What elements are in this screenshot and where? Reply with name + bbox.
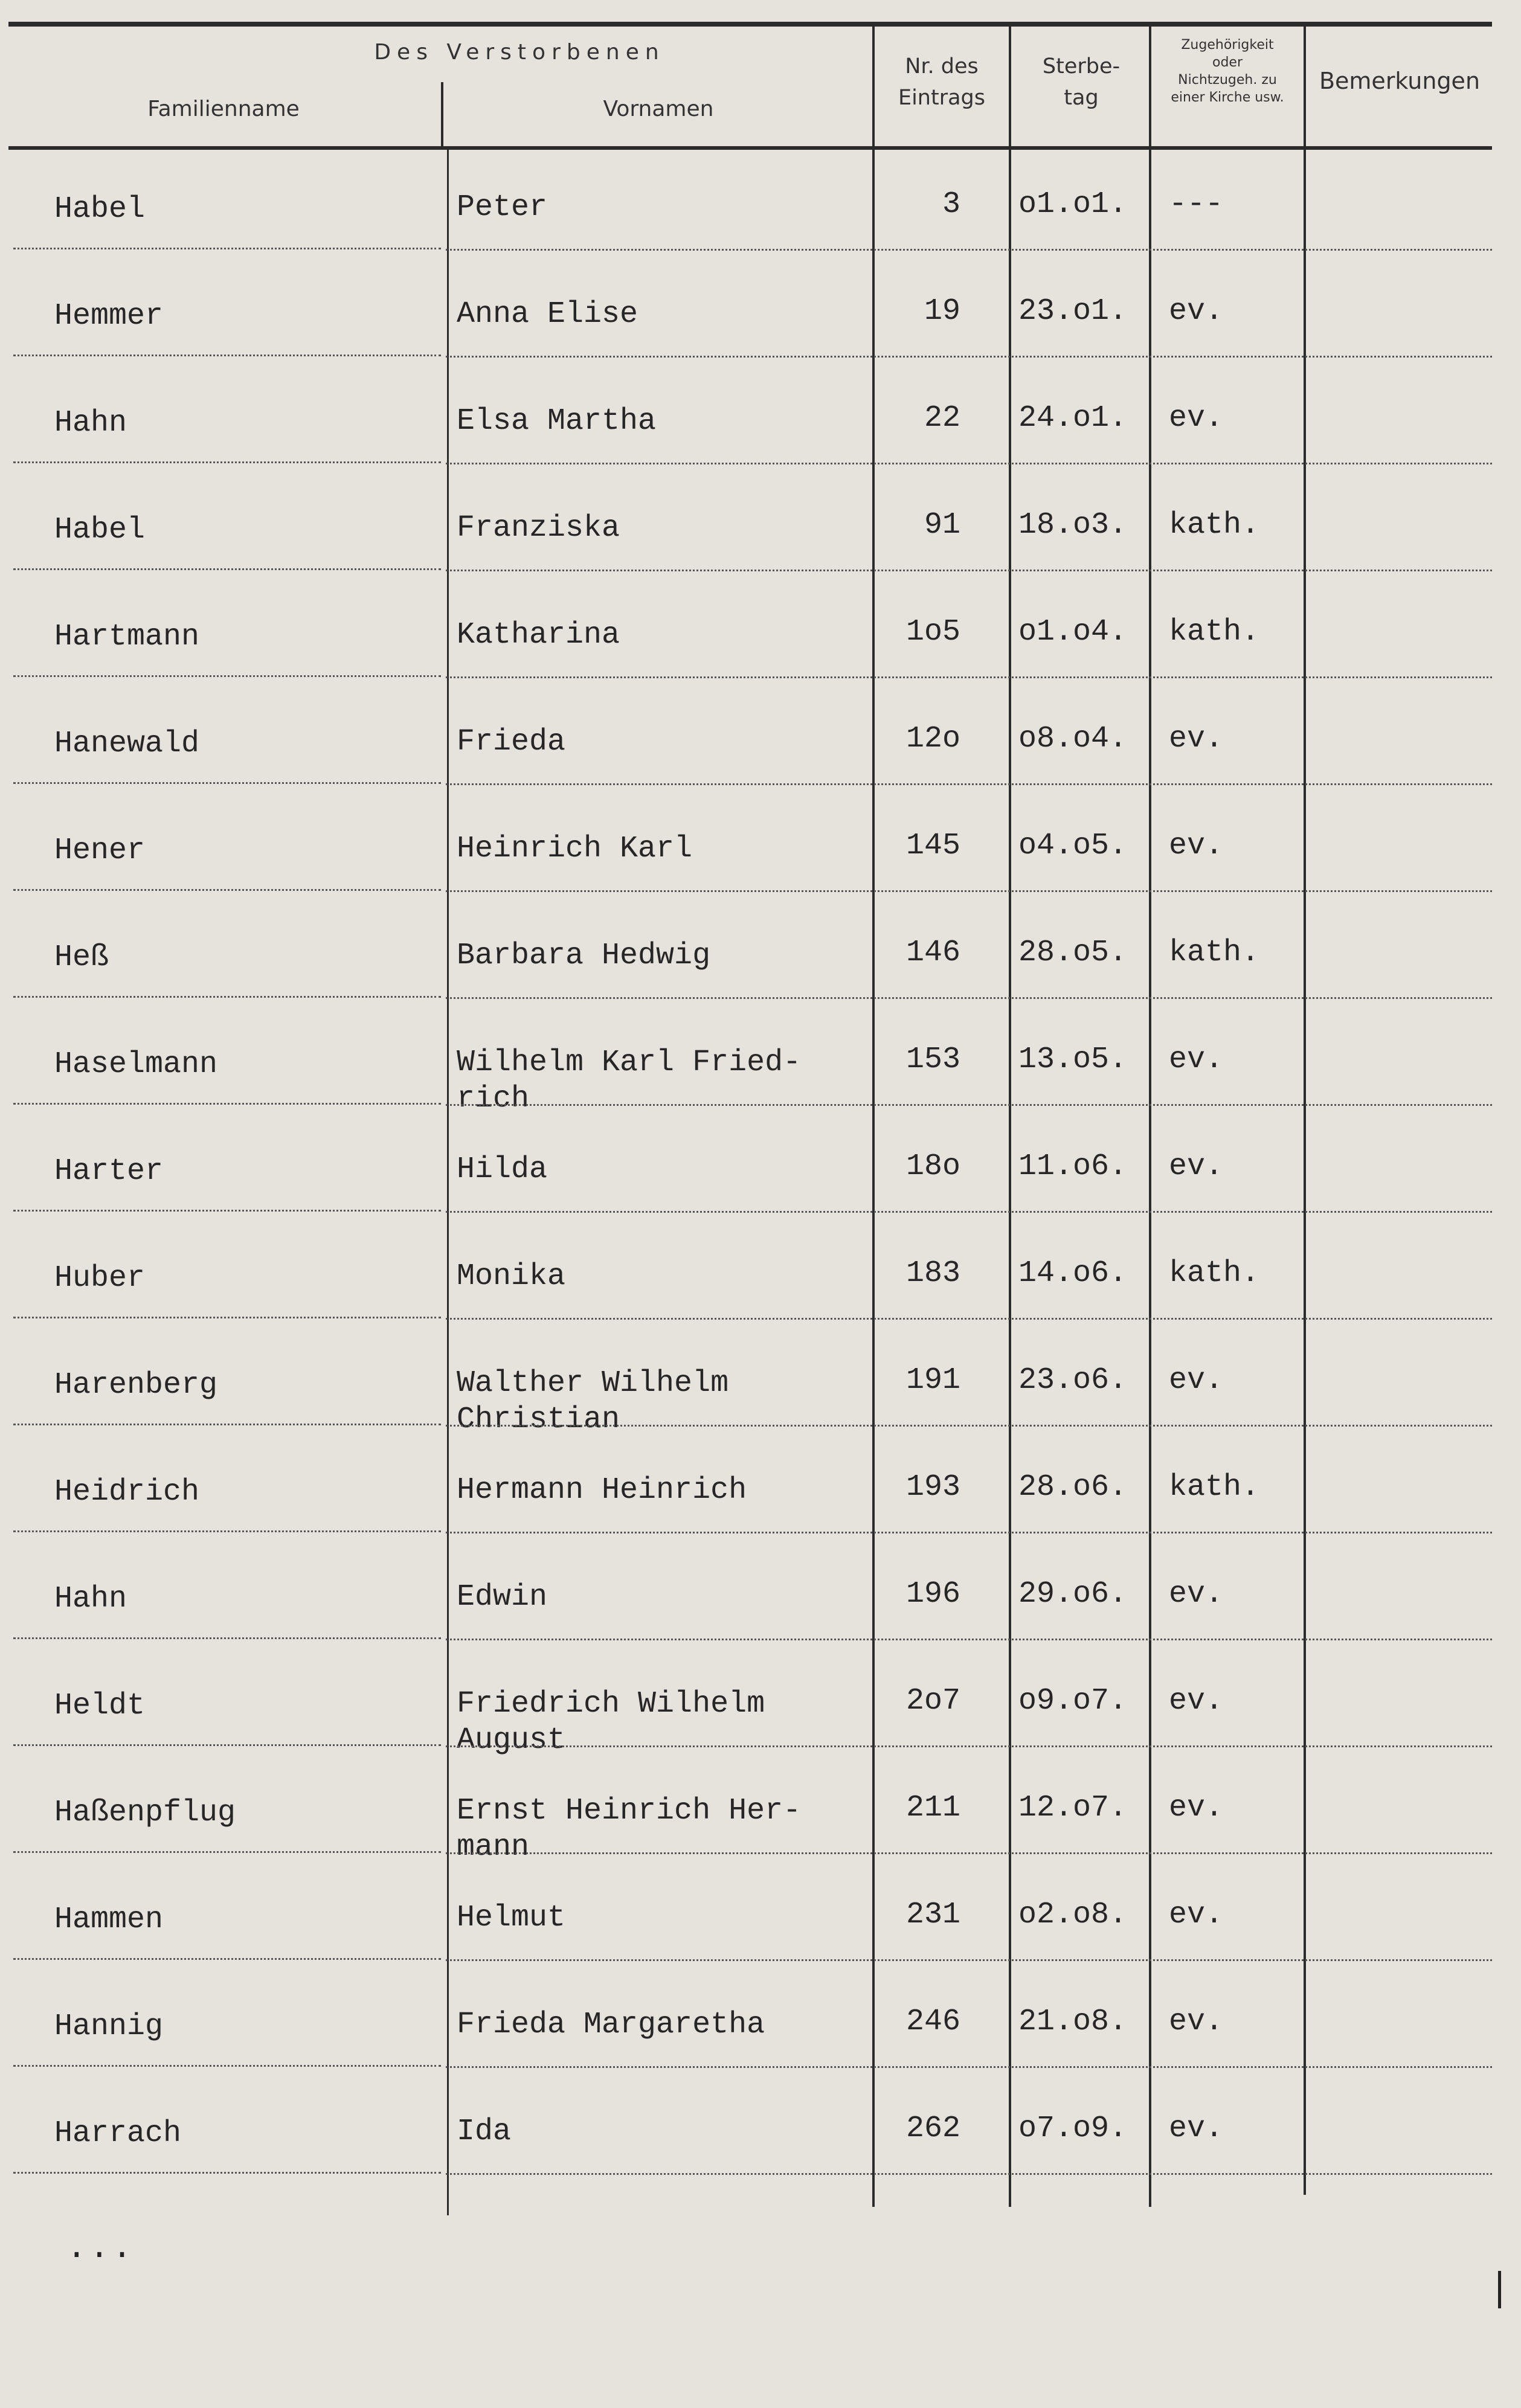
cell-sterbetag: 14.o6. xyxy=(1018,1256,1128,1291)
header-nr-line1: Nr. des xyxy=(905,54,979,79)
cell-sterbetag: 12.o7. xyxy=(1018,1791,1128,1825)
cell-kirche: kath. xyxy=(1169,508,1260,542)
cell-nr: 246 xyxy=(905,2005,960,2039)
cell-sterbetag: o8.o4. xyxy=(1018,722,1128,756)
cell-kirche: --- xyxy=(1169,187,1224,222)
row-dotted-line xyxy=(13,355,441,356)
cell-kirche: ev. xyxy=(1169,294,1224,329)
cell-familienname: Hammen xyxy=(54,1902,164,1937)
cell-kirche: ev. xyxy=(1169,1577,1224,1611)
continuation-ellipsis: ... xyxy=(66,2229,135,2267)
row-dotted-line xyxy=(13,1103,441,1105)
row-dotted-line xyxy=(446,1211,1492,1213)
cell-vornamen: Monika xyxy=(457,1259,566,1294)
cell-vornamen: Edwin xyxy=(457,1580,548,1614)
row-dotted-line xyxy=(13,675,441,677)
cell-vornamen: Franziska xyxy=(457,511,620,545)
cell-kirche: ev. xyxy=(1169,1898,1224,1932)
row-dotted-line xyxy=(13,248,441,249)
cell-sterbetag: o1.o4. xyxy=(1018,615,1128,649)
cell-kirche: kath. xyxy=(1169,1470,1260,1504)
row-dotted-line xyxy=(446,1852,1492,1854)
header-nr xyxy=(875,51,1009,114)
row-dotted-line xyxy=(13,1424,441,1425)
cell-kirche: kath. xyxy=(1169,936,1260,970)
table-row xyxy=(0,923,1521,1030)
cell-nr: 153 xyxy=(905,1042,960,1077)
row-dotted-line xyxy=(446,356,1492,358)
cell-kirche: ev. xyxy=(1169,2005,1224,2039)
cell-sterbetag: 18.o3. xyxy=(1018,508,1128,542)
table-row xyxy=(0,1779,1521,1886)
table-row xyxy=(0,1030,1521,1137)
row-dotted-line xyxy=(13,568,441,570)
cell-vornamen: Peter xyxy=(457,190,548,225)
header-kirche xyxy=(1151,36,1304,106)
cell-kirche: ev. xyxy=(1169,1149,1224,1184)
cell-familienname: Habel xyxy=(54,513,146,547)
row-dotted-line xyxy=(446,570,1492,571)
row-dotted-line xyxy=(13,996,441,998)
cell-sterbetag: o2.o8. xyxy=(1018,1898,1128,1932)
table-row xyxy=(0,1992,1521,2099)
row-dotted-line xyxy=(446,783,1492,785)
cell-sterbetag: 23.o6. xyxy=(1018,1363,1128,1398)
cell-kirche: ev. xyxy=(1169,1791,1224,1825)
cell-vornamen: Elsa Martha xyxy=(457,404,657,438)
header-kirche-line3: Nichtzugeh. zu xyxy=(1178,72,1277,88)
top-rule xyxy=(8,22,1492,27)
cell-familienname: Heidrich xyxy=(54,1475,200,1509)
cell-nr: 146 xyxy=(905,936,960,970)
header-bemerkungen: Bemerkungen xyxy=(1319,68,1481,94)
cell-sterbetag: o1.o1. xyxy=(1018,187,1128,222)
row-dotted-line xyxy=(446,676,1492,678)
table-row xyxy=(0,1886,1521,1992)
header-kirche-line4: einer Kirche usw. xyxy=(1171,90,1284,105)
table-row xyxy=(0,603,1521,710)
table-row xyxy=(0,1458,1521,1565)
cell-familienname: Hemmer xyxy=(54,299,164,333)
cell-nr: 19 xyxy=(924,294,960,329)
cell-nr: 1o5 xyxy=(905,615,960,649)
cell-nr: 193 xyxy=(905,1470,960,1504)
cell-familienname: Hahn xyxy=(54,406,127,440)
cell-vornamen: Walther Wilhelm Christian xyxy=(457,1366,729,1437)
row-dotted-line xyxy=(446,1639,1492,1640)
cell-nr: 3 xyxy=(942,187,960,222)
cell-familienname: Habel xyxy=(54,192,146,226)
header-divider-name xyxy=(441,82,443,149)
cell-sterbetag: 21.o8. xyxy=(1018,2005,1128,2039)
cell-vornamen: Helmut xyxy=(457,1901,566,1935)
cell-nr: 22 xyxy=(924,401,960,435)
table-row xyxy=(0,282,1521,389)
row-dotted-line xyxy=(13,2172,441,2174)
cell-familienname: Haßenpflug xyxy=(54,1796,236,1830)
cell-kirche: ev. xyxy=(1169,722,1224,756)
cell-sterbetag: 24.o1. xyxy=(1018,401,1128,435)
header-nr-line2: Eintrags xyxy=(898,86,986,110)
row-dotted-line xyxy=(446,2173,1492,2175)
cell-nr: 91 xyxy=(924,508,960,542)
cell-familienname: Harrach xyxy=(54,2116,182,2151)
cell-sterbetag: 28.o6. xyxy=(1018,1470,1128,1504)
cell-familienname: Hanewald xyxy=(54,727,200,761)
cell-nr: 145 xyxy=(905,829,960,863)
cell-kirche: ev. xyxy=(1169,2111,1224,2146)
cell-nr: 231 xyxy=(905,1898,960,1932)
header-sterbetag xyxy=(1011,51,1151,114)
cell-kirche: ev. xyxy=(1169,1684,1224,1718)
cell-familienname: Haselmann xyxy=(54,1047,218,1082)
header-kirche-line2: oder xyxy=(1212,55,1243,70)
cell-familienname: Hannig xyxy=(54,2009,164,2044)
row-dotted-line xyxy=(446,890,1492,892)
table-row xyxy=(0,1672,1521,1779)
cell-nr: 196 xyxy=(905,1577,960,1611)
cell-kirche: kath. xyxy=(1169,1256,1260,1291)
row-dotted-line xyxy=(446,2066,1492,2068)
cell-kirche: ev. xyxy=(1169,1363,1224,1398)
cell-nr: 2o7 xyxy=(905,1684,960,1718)
row-dotted-line xyxy=(13,1851,441,1853)
cell-nr: 12o xyxy=(905,722,960,756)
header-kirche-line1: Zugehörigkeit xyxy=(1181,37,1274,53)
table-row xyxy=(0,710,1521,817)
cell-kirche: kath. xyxy=(1169,615,1260,649)
cell-sterbetag: 13.o5. xyxy=(1018,1042,1128,1077)
cell-familienname: Hener xyxy=(54,833,146,868)
table-row xyxy=(0,2099,1521,2206)
cell-familienname: Huber xyxy=(54,1261,146,1296)
row-dotted-line xyxy=(446,1959,1492,1961)
cell-sterbetag: 23.o1. xyxy=(1018,294,1128,329)
cell-sterbetag: o4.o5. xyxy=(1018,829,1128,863)
row-dotted-line xyxy=(13,889,441,891)
cell-vornamen: Ernst Heinrich Her-mann xyxy=(457,1794,802,1864)
cell-vornamen: Frieda Margaretha xyxy=(457,2008,765,2042)
cell-vornamen: Hilda xyxy=(457,1152,548,1187)
cell-sterbetag: 28.o5. xyxy=(1018,936,1128,970)
table-row xyxy=(0,389,1521,496)
cell-nr: 18o xyxy=(905,1149,960,1184)
cell-familienname: Hartmann xyxy=(54,620,200,654)
margin-mark xyxy=(1498,2271,1501,2308)
row-dotted-line xyxy=(13,1958,441,1960)
cell-sterbetag: o9.o7. xyxy=(1018,1684,1128,1718)
row-dotted-line xyxy=(13,2065,441,2067)
cell-kirche: ev. xyxy=(1169,1042,1224,1077)
cell-sterbetag: o7.o9. xyxy=(1018,2111,1128,2146)
row-dotted-line xyxy=(13,782,441,784)
row-dotted-line xyxy=(446,463,1492,464)
table-row xyxy=(0,1565,1521,1672)
header-group-title: Des Verstorbenen xyxy=(374,40,665,65)
cell-vornamen: Heinrich Karl xyxy=(457,832,693,866)
header-familienname: Familienname xyxy=(147,97,300,121)
cell-vornamen: Anna Elise xyxy=(457,297,638,332)
row-dotted-line xyxy=(446,1745,1492,1747)
cell-vornamen: Frieda xyxy=(457,725,566,759)
table-row xyxy=(0,175,1521,282)
cell-nr: 211 xyxy=(905,1791,960,1825)
row-dotted-line xyxy=(13,1530,441,1532)
table-row xyxy=(0,817,1521,923)
row-dotted-line xyxy=(446,997,1492,999)
cell-kirche: ev. xyxy=(1169,401,1224,435)
header-tag-line2: tag xyxy=(1064,86,1099,110)
table-row xyxy=(0,1137,1521,1244)
cell-vornamen: Ida xyxy=(457,2114,512,2149)
cell-familienname: Harenberg xyxy=(54,1368,218,1402)
cell-nr: 262 xyxy=(905,2111,960,2146)
table-row xyxy=(0,1351,1521,1458)
cell-sterbetag: 11.o6. xyxy=(1018,1149,1128,1184)
cell-kirche: ev. xyxy=(1169,829,1224,863)
table-row xyxy=(0,1244,1521,1351)
row-dotted-line xyxy=(446,249,1492,251)
row-dotted-line xyxy=(13,1317,441,1318)
row-dotted-line xyxy=(13,1210,441,1212)
cell-familienname: Heß xyxy=(54,940,109,975)
cell-vornamen: Friedrich Wilhelm August xyxy=(457,1687,765,1758)
row-dotted-line xyxy=(13,1637,441,1639)
cell-vornamen: Wilhelm Karl Fried-rich xyxy=(457,1045,802,1116)
row-dotted-line xyxy=(13,1744,441,1746)
cell-nr: 191 xyxy=(905,1363,960,1398)
header-tag-line1: Sterbe- xyxy=(1042,54,1121,79)
row-dotted-line xyxy=(446,1318,1492,1320)
row-dotted-line xyxy=(446,1104,1492,1106)
cell-familienname: Harter xyxy=(54,1154,164,1189)
cell-sterbetag: 29.o6. xyxy=(1018,1577,1128,1611)
cell-vornamen: Katharina xyxy=(457,618,620,652)
cell-vornamen: Hermann Heinrich xyxy=(457,1473,747,1507)
row-dotted-line xyxy=(446,1532,1492,1533)
header-rule xyxy=(8,146,1492,150)
cell-familienname: Heldt xyxy=(54,1689,146,1723)
table-row xyxy=(0,496,1521,603)
cell-familienname: Hahn xyxy=(54,1582,127,1616)
cell-vornamen: Barbara Hedwig xyxy=(457,939,711,973)
row-dotted-line xyxy=(446,1425,1492,1427)
header-vornamen: Vornamen xyxy=(603,97,714,121)
cell-nr: 183 xyxy=(905,1256,960,1291)
row-dotted-line xyxy=(13,461,441,463)
